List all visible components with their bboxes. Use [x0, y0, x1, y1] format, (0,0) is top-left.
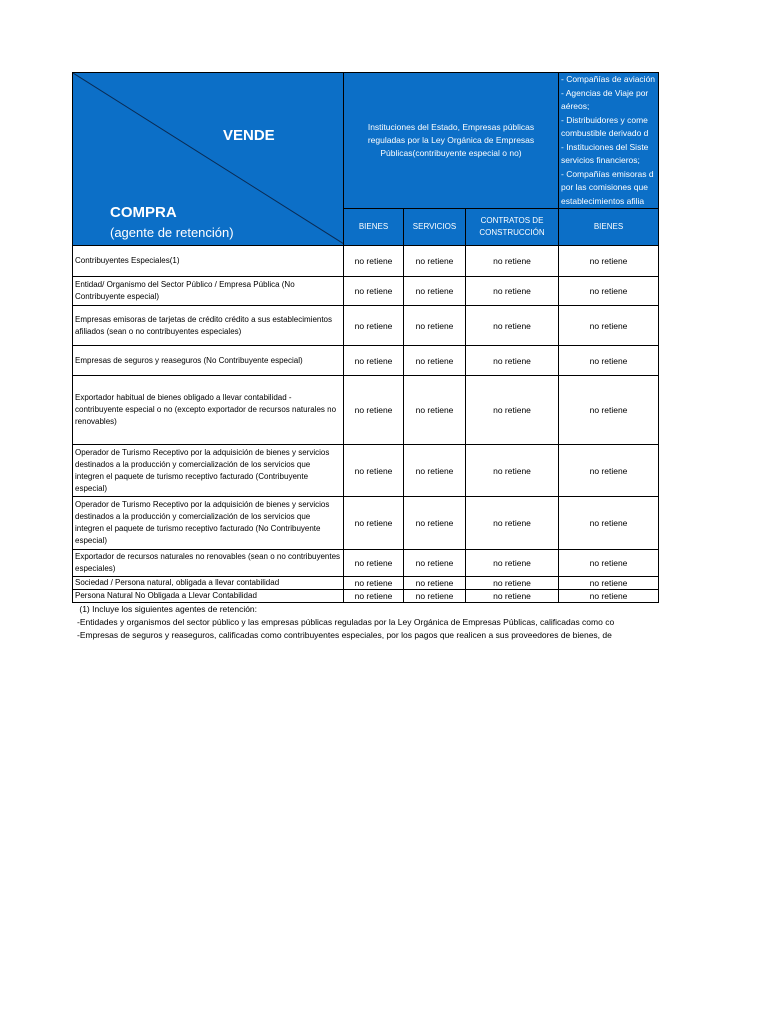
cell-value: no retiene	[466, 246, 559, 277]
cell-value: no retiene	[466, 445, 559, 497]
cell-value: no retiene	[466, 277, 559, 306]
cell-value: no retiene	[404, 497, 466, 550]
footnote-line: -Empresas de seguros y reaseguros, calificadas como contribuyentes especiales, por los pagos que realicen a sus proveedores de bienes, de	[77, 630, 612, 640]
row-label: Exportador de recursos naturales no renovables (sean o no contribuyentes especiales)	[73, 550, 344, 577]
cell-value: no retiene	[466, 497, 559, 550]
cell-value: no retiene	[466, 306, 559, 346]
cell-value: no retiene	[559, 497, 659, 550]
cell-value: no retiene	[559, 550, 659, 577]
header-list-line: - Distribuidores y come	[561, 114, 648, 125]
retention-table-sheet	[72, 72, 659, 603]
cell-value: no retiene	[466, 590, 559, 603]
header-list-line: servicios financieros;	[561, 155, 640, 165]
cell-value: no retiene	[466, 577, 559, 590]
row-label: Persona Natural No Obligada a Llevar Contabilidad	[73, 590, 344, 603]
row-label: Operador de Turismo Receptivo por la adquisición de bienes y servicios destinados a la producción y comercialización de los servicios que integren el paquete de turismo receptivo facturado (No Contribuyente especial)	[73, 497, 344, 550]
cell-value: no retiene	[344, 346, 404, 376]
header-instituciones-estado: Instituciones del Estado, Empresas públicas reguladas por la Ley Orgánica de Empresas Públicas(contribuyente especial o no)	[344, 73, 559, 209]
table-row	[73, 246, 659, 277]
agente-retencion-label: (agente de retención)	[110, 225, 234, 240]
table-row	[73, 497, 659, 550]
cell-value: no retiene	[404, 577, 466, 590]
header-list-line: - Compañías emisoras d	[561, 168, 654, 179]
cell-value: no retiene	[404, 550, 466, 577]
cell-value: no retiene	[404, 445, 466, 497]
cell-value: no retiene	[344, 590, 404, 603]
row-label: Empresas emisoras de tarjetas de crédito crédito a sus establecimientos afiliados (sean o no contribuyentes especiales)	[73, 306, 344, 346]
cell-value: no retiene	[404, 277, 466, 306]
cell-value: no retiene	[559, 306, 659, 346]
subheader-bienes: BIENES	[344, 209, 404, 246]
footnote-line: (1) Incluye los siguientes agentes de retención:	[77, 604, 258, 614]
cell-value: no retiene	[559, 577, 659, 590]
header-list-line: establecimientos afilia	[561, 195, 645, 206]
cell-value: no retiene	[559, 246, 659, 277]
row-label: Entidad/ Organismo del Sector Público / Empresa Pública (No Contribuyente especial)	[73, 277, 344, 306]
footnotes	[77, 603, 659, 642]
retention-table	[72, 72, 659, 603]
table-row	[73, 445, 659, 497]
header-list-line: aéreos;	[561, 101, 590, 111]
cell-value: no retiene	[344, 376, 404, 445]
cell-value: no retiene	[559, 445, 659, 497]
subheader-bienes-2: BIENES	[559, 209, 659, 246]
subheader-contratos-construccion: CONTRATOS DE CONSTRUCCIÓN	[466, 209, 559, 246]
row-label: Exportador habitual de bienes obligado a llevar contabilidad - contribuyente especial o no (excepto exportador de recursos naturales no renovables)	[73, 376, 344, 445]
cell-value: no retiene	[466, 346, 559, 376]
cell-value: no retiene	[404, 246, 466, 277]
cell-value: no retiene	[466, 550, 559, 577]
footnote-line: -Entidades y organismos del sector público y las empresas públicas reguladas por la Ley Orgánica de Empresas Públicas, calificadas como co	[77, 617, 615, 627]
table-row	[73, 306, 659, 346]
corner-header-cell	[73, 73, 344, 246]
cell-value: no retiene	[344, 306, 404, 346]
vende-label: VENDE	[223, 127, 275, 144]
row-label: Operador de Turismo Receptivo por la adquisición de bienes y servicios destinados a la producción y comercialización de los servicios que integren el paquete de turismo receptivo facturado (Contribuyente especial)	[73, 445, 344, 497]
header-list-line: - Instituciones del Siste	[561, 141, 649, 152]
cell-value: no retiene	[404, 306, 466, 346]
header-list-line: - Agencias de Viaje por	[561, 87, 649, 98]
cell-value: no retiene	[559, 590, 659, 603]
cell-value: no retiene	[344, 497, 404, 550]
row-label: Contribuyentes Especiales(1)	[73, 246, 344, 277]
table-row	[73, 376, 659, 445]
cell-value: no retiene	[344, 277, 404, 306]
row-label: Empresas de seguros y reaseguros (No Contribuyente especial)	[73, 346, 344, 376]
cell-value: no retiene	[404, 376, 466, 445]
header-list-line: - Compañías de aviación	[561, 74, 656, 84]
cell-value: no retiene	[344, 445, 404, 497]
cell-value: no retiene	[404, 590, 466, 603]
cell-value: no retiene	[466, 376, 559, 445]
table-row	[73, 277, 659, 306]
cell-value: no retiene	[404, 346, 466, 376]
cell-value: no retiene	[559, 376, 659, 445]
table-row	[73, 577, 659, 590]
header-companias-aviacion	[559, 73, 659, 209]
cell-value: no retiene	[344, 550, 404, 577]
table-row	[73, 346, 659, 376]
table-row	[73, 550, 659, 577]
subheader-servicios: SERVICIOS	[404, 209, 466, 246]
row-label: Sociedad / Persona natural, obligada a llevar contabilidad	[73, 577, 344, 590]
compra-label: COMPRA	[110, 204, 177, 221]
table-row	[73, 590, 659, 603]
cell-value: no retiene	[344, 577, 404, 590]
header-list-line: combustible derivado d	[561, 128, 649, 138]
cell-value: no retiene	[344, 246, 404, 277]
header-list-line: por las comisiones que	[561, 182, 648, 192]
cell-value: no retiene	[559, 277, 659, 306]
cell-value: no retiene	[559, 346, 659, 376]
